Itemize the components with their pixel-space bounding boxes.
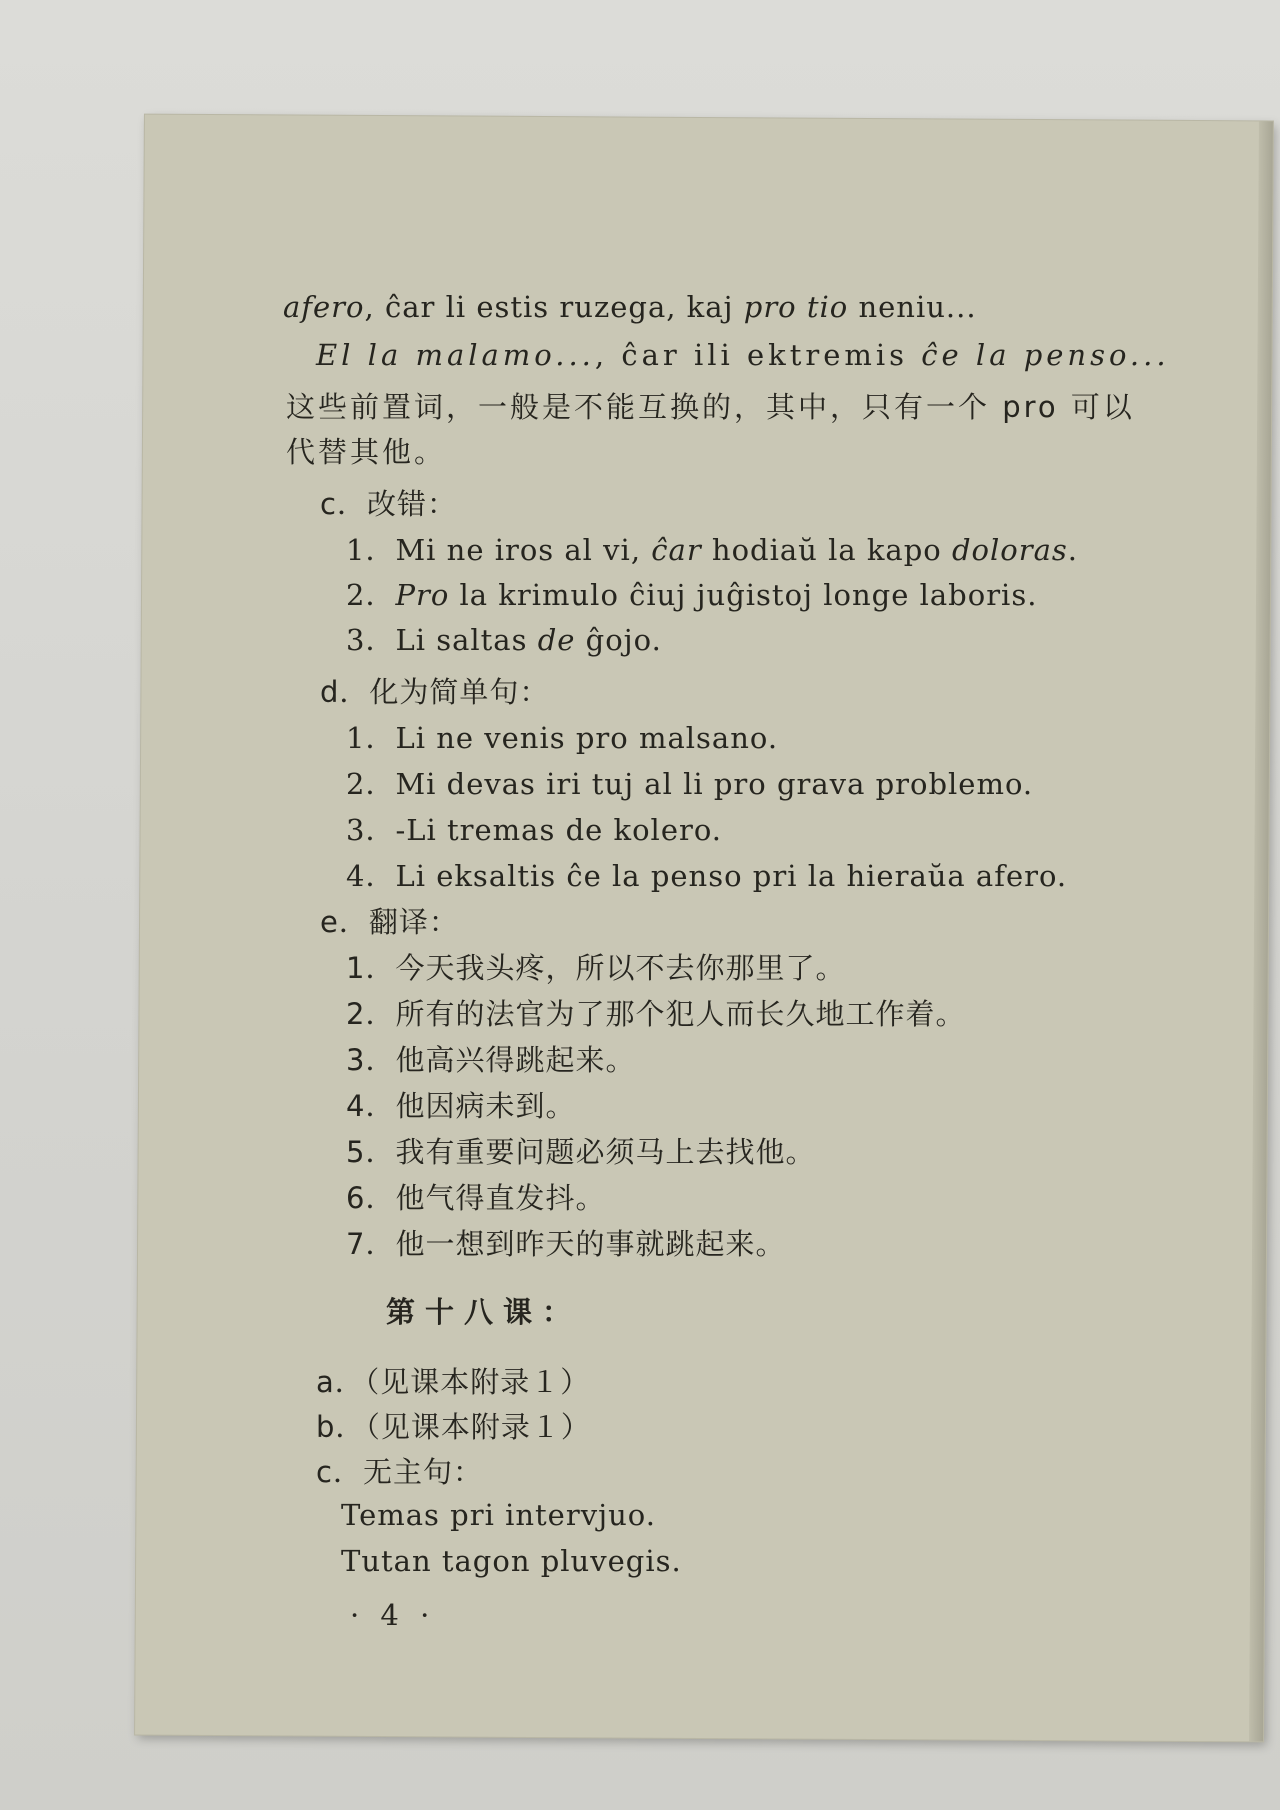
item-text: la krimulo ĉiuj juĝistoj longe laboris. <box>449 578 1038 612</box>
item-number: 3． <box>346 623 396 657</box>
section-d-item: 4．Li eksaltis ĉe la penso pri la hieraŭa afero. <box>346 859 1068 893</box>
intro-line-2 <box>316 338 1170 372</box>
lesson-heading: 第十八课： <box>386 1295 582 1329</box>
lesson-item: c．无主句： <box>316 1455 483 1489</box>
item-emphasis: doloras <box>951 533 1068 567</box>
item-emphasis: de <box>537 623 576 657</box>
section-c-label: c．改错： <box>320 487 457 521</box>
lesson-item: a．（见课本附录１） <box>316 1365 591 1399</box>
text-neniu: neniu... <box>848 290 977 324</box>
section-c-item <box>346 528 1078 569</box>
item-number: 1． <box>346 533 396 567</box>
item-text: Li saltas <box>395 623 538 657</box>
section-c-item <box>346 618 662 659</box>
text-car-li-estis: , ĉar li estis ruzega, kaj <box>364 290 744 324</box>
text-el-la-malamo: El la malamo... <box>316 338 595 372</box>
section-e-item: 6．他气得直发抖。 <box>346 1181 606 1215</box>
section-e-item: 1．今天我头疼，所以不去你那里了。 <box>346 951 846 985</box>
example-sentence: Temas pri intervjuo. <box>341 1498 656 1532</box>
page-number: · 4 · <box>350 1598 436 1632</box>
item-emphasis: ĉar <box>651 533 702 567</box>
section-d-item: 3．-Li tremas de kolero. <box>346 813 723 847</box>
lesson-item: b．（见课本附录１） <box>316 1410 591 1444</box>
item-emphasis: Pro <box>395 578 450 612</box>
intro-line-1 <box>283 290 977 324</box>
item-text: hodiaŭ la kapo <box>701 533 952 567</box>
section-e-item: 4．他因病未到。 <box>346 1089 576 1123</box>
section-c-item <box>346 573 1037 614</box>
item-number: 2． <box>346 578 396 612</box>
section-d-label: d．化为简单句： <box>320 675 550 709</box>
example-sentence: Tutan tagon pluvegis. <box>341 1544 682 1578</box>
text-ce-la-penso: ĉe la penso... <box>921 338 1170 372</box>
page-edge <box>1249 121 1273 1741</box>
text-car-ili-ektremis: , ĉar ili ektremis <box>594 338 922 372</box>
item-text: ĝojo. <box>575 623 662 657</box>
section-d-item: 1．Li ne venis pro malsano. <box>346 721 779 755</box>
section-e-label: e．翻译： <box>320 905 459 939</box>
intro-line-4: 代替其他。 <box>286 435 447 469</box>
item-text: Mi ne iros al vi, <box>395 533 652 567</box>
section-d-item: 2．Mi devas iri tuj al li pro grava problemo. <box>346 767 1034 801</box>
section-e-item: 7．他一想到昨天的事就跳起来。 <box>346 1227 786 1261</box>
text-pro-tio: pro tio <box>743 290 849 324</box>
section-e-item: 5．我有重要问题必须马上去找他。 <box>346 1135 816 1169</box>
item-text: . <box>1067 533 1078 567</box>
section-e-item: 3．他高兴得跳起来。 <box>346 1043 636 1077</box>
section-e-item: 2．所有的法官为了那个犯人而长久地工作着。 <box>346 997 966 1031</box>
intro-line-3: 这些前置词，一般是不能互换的，其中，只有一个 pro 可以 <box>286 390 1135 424</box>
text-afero: afero <box>283 290 365 324</box>
